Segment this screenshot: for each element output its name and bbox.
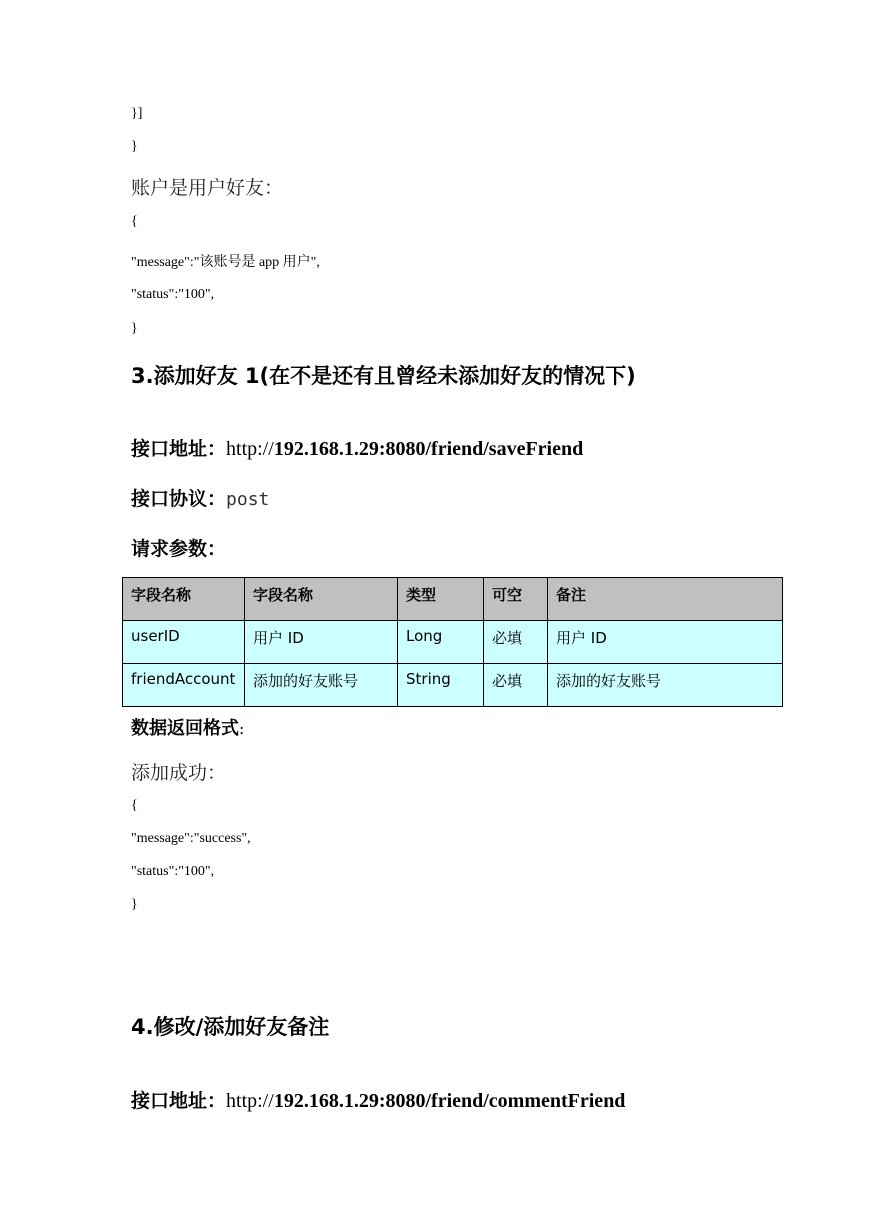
table-cell: userID: [123, 621, 245, 664]
table-cell: String: [398, 664, 484, 707]
table-header-cell: 备注: [548, 578, 783, 621]
code-line: }: [131, 321, 138, 336]
api-url-path: 192.168.1.29:8080/friend/saveFriend: [273, 438, 584, 460]
return-format-colon: :: [239, 719, 245, 738]
api-url-prefix: http://: [226, 1090, 274, 1112]
table-cell: 用户 ID: [245, 621, 398, 664]
api-protocol-label: 接口协议：: [131, 488, 227, 510]
params-label: 请求参数：: [131, 538, 227, 560]
table-row: [123, 664, 783, 707]
api-protocol-value: post: [226, 489, 270, 510]
params-heading: [131, 534, 226, 561]
code-line: }: [131, 139, 138, 154]
code-line: }]: [131, 106, 143, 121]
table-header-cell: 字段名称: [123, 578, 245, 621]
api-protocol: [131, 484, 269, 511]
code-line: "message":"该账号是 app 用户",: [131, 255, 320, 270]
table-cell: 用户 ID: [548, 621, 783, 664]
code-line: "message":"success",: [131, 831, 251, 846]
code-line: "status":"100",: [131, 864, 215, 879]
table-cell: 添加的好友账号: [548, 664, 783, 707]
table-header-cell: 类型: [398, 578, 484, 621]
api-url-path: 192.168.1.29:8080/friend/commentFriend: [273, 1090, 626, 1112]
code-line: {: [131, 798, 138, 813]
table-header-row: [123, 578, 783, 621]
case-title: 添加成功：: [131, 762, 227, 784]
api-address-label: 接口地址：: [131, 438, 227, 460]
case-title: 账户是用户好友：: [131, 177, 284, 199]
params-table: [122, 577, 783, 707]
section-heading: 4.修改/添加好友备注: [131, 1015, 330, 1039]
section-heading: 3.添加好友 1(在不是还有且曾经未添加好友的情况下): [131, 364, 636, 388]
api-url-prefix: http://: [226, 438, 274, 460]
table-cell: friendAccount: [123, 664, 245, 707]
table-row: [123, 621, 783, 664]
api-address-label: 接口地址：: [131, 1090, 227, 1112]
api-address: [131, 1086, 625, 1113]
table-header-cell: 可空: [484, 578, 548, 621]
code-line: "status":"100",: [131, 287, 215, 302]
table-cell: 添加的好友账号: [245, 664, 398, 707]
code-line: {: [131, 214, 138, 229]
table-cell: Long: [398, 621, 484, 664]
code-line: }: [131, 897, 138, 912]
api-address: [131, 434, 583, 461]
return-format-heading: [131, 714, 244, 740]
table-cell: 必填: [484, 621, 548, 664]
table-cell: 必填: [484, 664, 548, 707]
return-format-label: 数据返回格式: [131, 718, 239, 739]
table-header-cell: 字段名称: [245, 578, 398, 621]
